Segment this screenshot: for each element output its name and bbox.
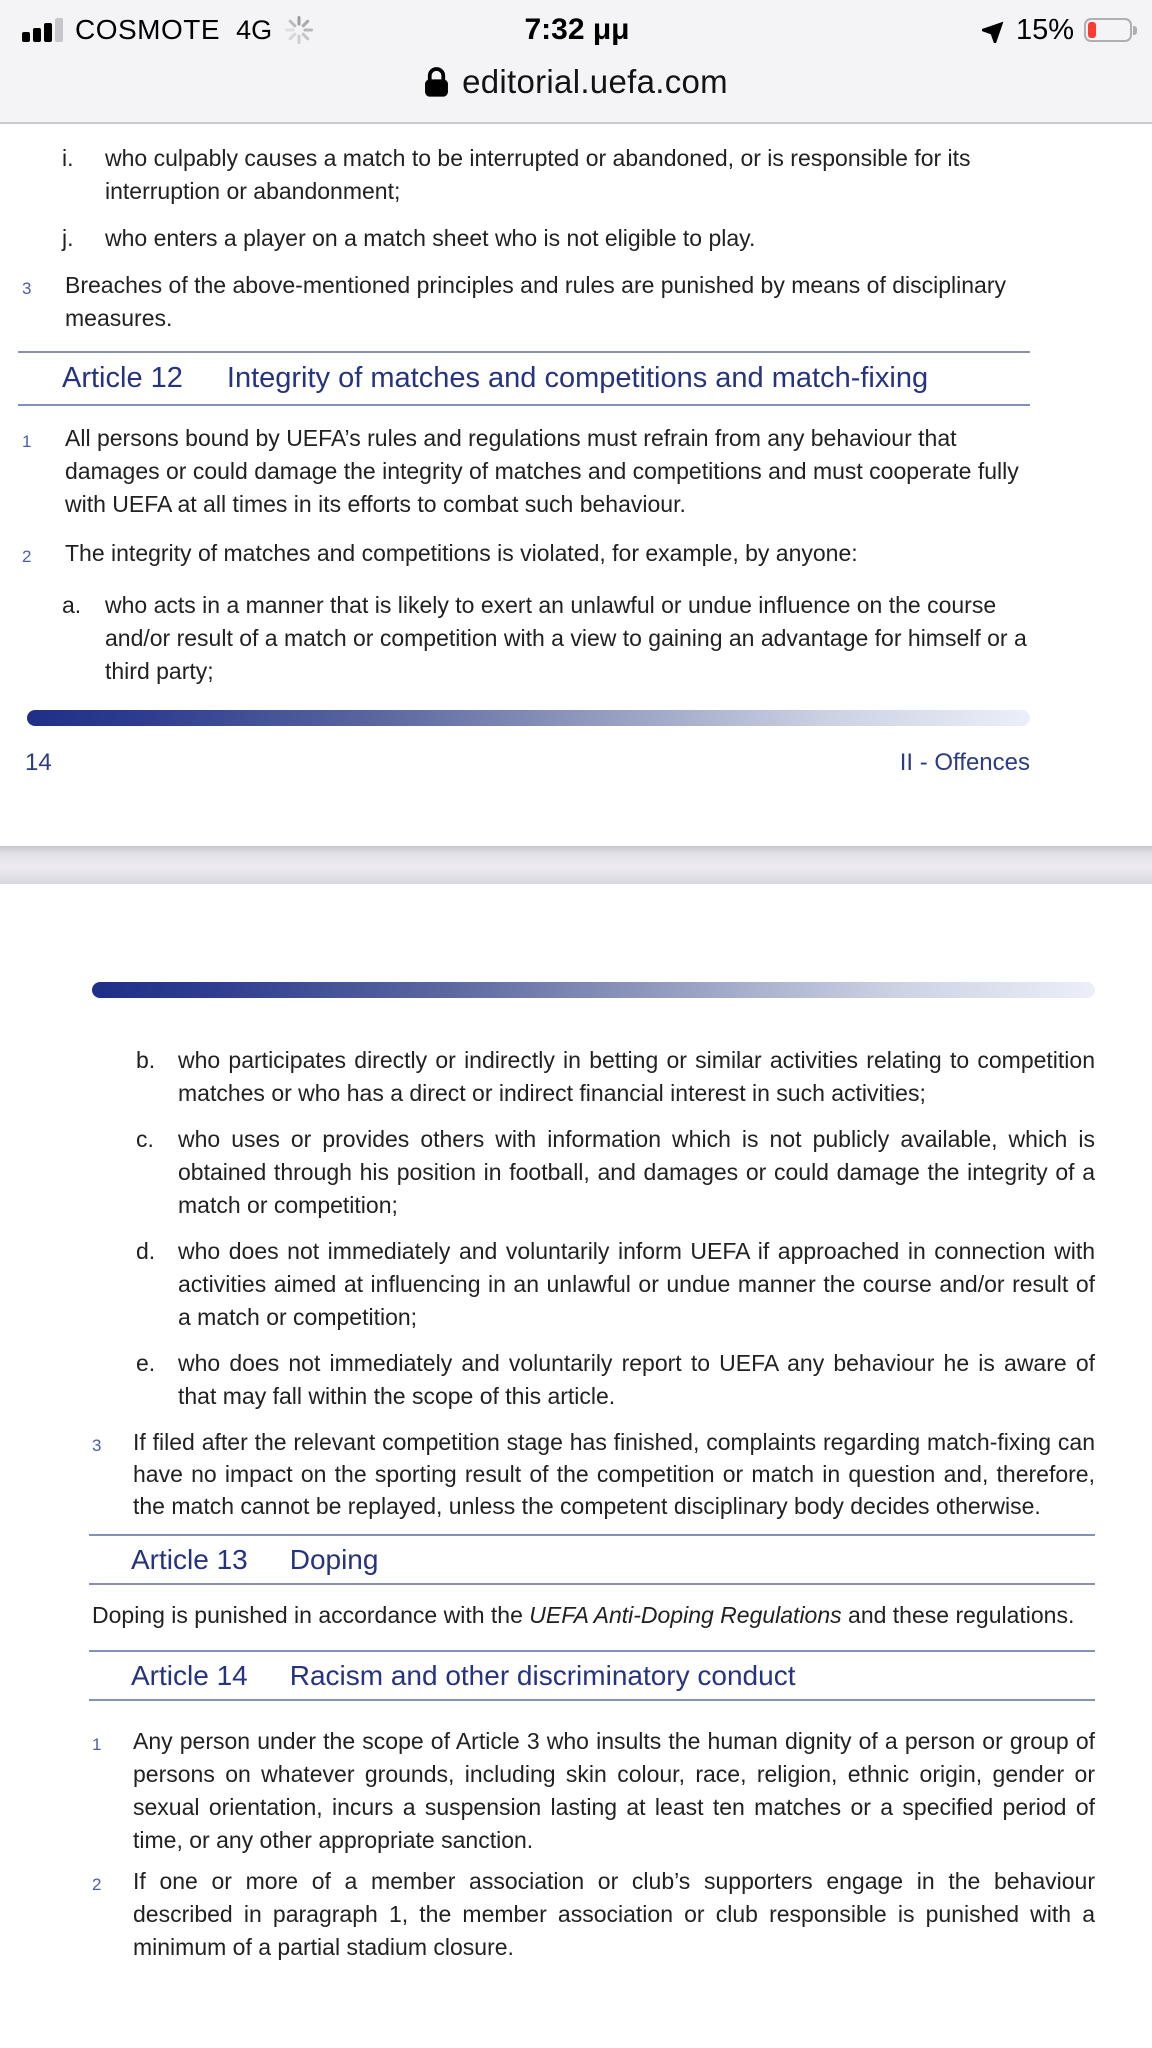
- lock-icon: [424, 66, 449, 98]
- network-type-label: 4G: [236, 14, 273, 45]
- location-arrow-icon: [982, 17, 1008, 43]
- article-14-heading: [89, 1650, 1095, 1701]
- clock-label: 7:32 μμ: [524, 13, 630, 46]
- page-number: 14: [25, 749, 52, 776]
- article-title: Doping: [289, 1544, 379, 1575]
- paragraph-text: If one or more of a member association or club’s supporters engage in the behaviour described in paragraph 1, the member association or club responsible is punished with a minimum of a partial stadium closure.: [133, 1868, 1095, 1960]
- list-item-label: a.: [62, 592, 82, 618]
- url-domain-label: editorial.uefa.com: [462, 63, 728, 100]
- paragraph-3: [22, 269, 1030, 335]
- paragraph-text: Breaches of the above-mentioned principles and rules are punished by means of disciplinary measures.: [65, 272, 1006, 331]
- paragraph-1: [22, 422, 1030, 521]
- paragraph-text: If filed after the relevant competition stage has finished, complaints regarding match-fixing can have no impact on the sporting result of the competition or match in question and, therefore, the match cannot be replayed, unless the competent disciplinary body decides otherwise.: [133, 1429, 1095, 1519]
- list-item-text: who uses or provides others with information which is not publicly available, which is obtained through his position in football, and damages or could damage the integrity of a match or competition;: [178, 1126, 1095, 1218]
- doping-text-before: Doping is punished in accordance with the: [92, 1602, 530, 1628]
- heading-rule: [89, 1583, 1095, 1585]
- doping-text-italic: UEFA Anti-Doping Regulations: [529, 1602, 842, 1628]
- heading-rule: [18, 404, 1030, 406]
- list-item-text: who enters a player on a match sheet who is not eligible to play.: [105, 225, 756, 251]
- signal-bars-icon: [22, 18, 63, 42]
- list-item-i: [62, 142, 1030, 208]
- list-item-b: [136, 1044, 1095, 1110]
- paragraph-number: 2: [22, 547, 32, 566]
- doping-text-after: and these regulations.: [841, 1602, 1075, 1628]
- list-item-label: e.: [136, 1350, 156, 1376]
- paragraph-number: 3: [22, 279, 32, 298]
- list-item-a: [62, 589, 1030, 688]
- list-item-label: i.: [62, 145, 74, 171]
- article-number: Article 12: [62, 362, 183, 394]
- pdf-scroll-area[interactable]: [0, 124, 1152, 2048]
- header-gradient-bar: [92, 982, 1095, 998]
- list-item-text: who culpably causes a match to be interrupted or abandoned, or is responsible for its interruption or abandonment;: [105, 145, 971, 204]
- paragraph-number: 2: [92, 1875, 102, 1894]
- paragraph-number: 3: [92, 1436, 102, 1455]
- section-label: II - Offences: [899, 749, 1030, 776]
- paragraph-2: [22, 537, 1030, 573]
- paragraph-text: All persons bound by UEFA’s rules and regulations must refrain from any behaviour that damages or could damage the integrity of matches and competitions and must cooperate fully with UEFA at all times in its efforts to combat such behaviour.: [65, 425, 1019, 517]
- paragraph-number: 1: [92, 1735, 102, 1754]
- list-item-label: j.: [62, 225, 74, 251]
- browser-chrome: [0, 0, 1152, 124]
- pdf-page-14: [0, 124, 1152, 846]
- paragraph-2: [92, 1865, 1095, 1964]
- list-item-label: c.: [136, 1126, 154, 1152]
- list-item-e: [136, 1347, 1095, 1413]
- battery-percent-label: 15%: [1015, 13, 1074, 46]
- article-title: Integrity of matches and competitions and match-fixing: [226, 362, 929, 394]
- list-item-text: who does not immediately and voluntarily report to UEFA any behaviour he is aware of that may fall within the scope of this article.: [178, 1350, 1095, 1409]
- url-bar[interactable]: [0, 50, 1152, 122]
- footer-gradient-bar: [27, 710, 1030, 726]
- list-item-text: who does not immediately and voluntarily inform UEFA if approached in connection with activities aimed at influencing in an unlawful or undue manner the course and/or result of a match or competition;: [178, 1238, 1095, 1330]
- article-number: Article 14: [131, 1660, 248, 1691]
- list-item-c: [136, 1123, 1095, 1222]
- paragraph-text: Any person under the scope of Article 3 who insults the human dignity of a person or group of persons on whatever grounds, including skin colour, race, religion, ethnic origin, gender or sexual orientation, incurs a suspension lasting at least ten matches or a specified period of time, or any other appropriate sanction.: [133, 1728, 1095, 1853]
- carrier-label: COSMOTE: [75, 14, 221, 45]
- article-12-heading: [18, 351, 1030, 406]
- pdf-page-15: [0, 884, 1152, 2048]
- doping-paragraph: [92, 1599, 1095, 1632]
- article-title: Racism and other discriminatory conduct: [289, 1660, 796, 1691]
- paragraph-1: [92, 1725, 1095, 1857]
- list-item-text: who participates directly or indirectly in betting or similar activities relating to competition matches or who has a direct or indirect financial interest in such activities;: [178, 1047, 1095, 1106]
- paragraph-text: The integrity of matches and competitions is violated, for example, by anyone:: [65, 540, 858, 566]
- page-footer: [25, 746, 1030, 779]
- battery-icon: [1084, 18, 1132, 42]
- list-item-d: [136, 1235, 1095, 1334]
- list-item-label: d.: [136, 1238, 156, 1264]
- article-13-heading: [89, 1534, 1095, 1585]
- page-separator: [0, 846, 1152, 884]
- list-item-label: b.: [136, 1047, 156, 1073]
- list-item-j: [62, 222, 1030, 255]
- loading-spinner-icon: [284, 15, 314, 45]
- paragraph-number: 1: [22, 432, 32, 451]
- status-bar: [0, 0, 1152, 50]
- paragraph-3: [92, 1426, 1095, 1522]
- heading-rule: [89, 1699, 1095, 1701]
- article-number: Article 13: [131, 1544, 248, 1575]
- list-item-text: who acts in a manner that is likely to exert an unlawful or undue influence on the course and/or result of a match or competition with a view to gaining an advantage for himself or a third party;: [105, 592, 1027, 684]
